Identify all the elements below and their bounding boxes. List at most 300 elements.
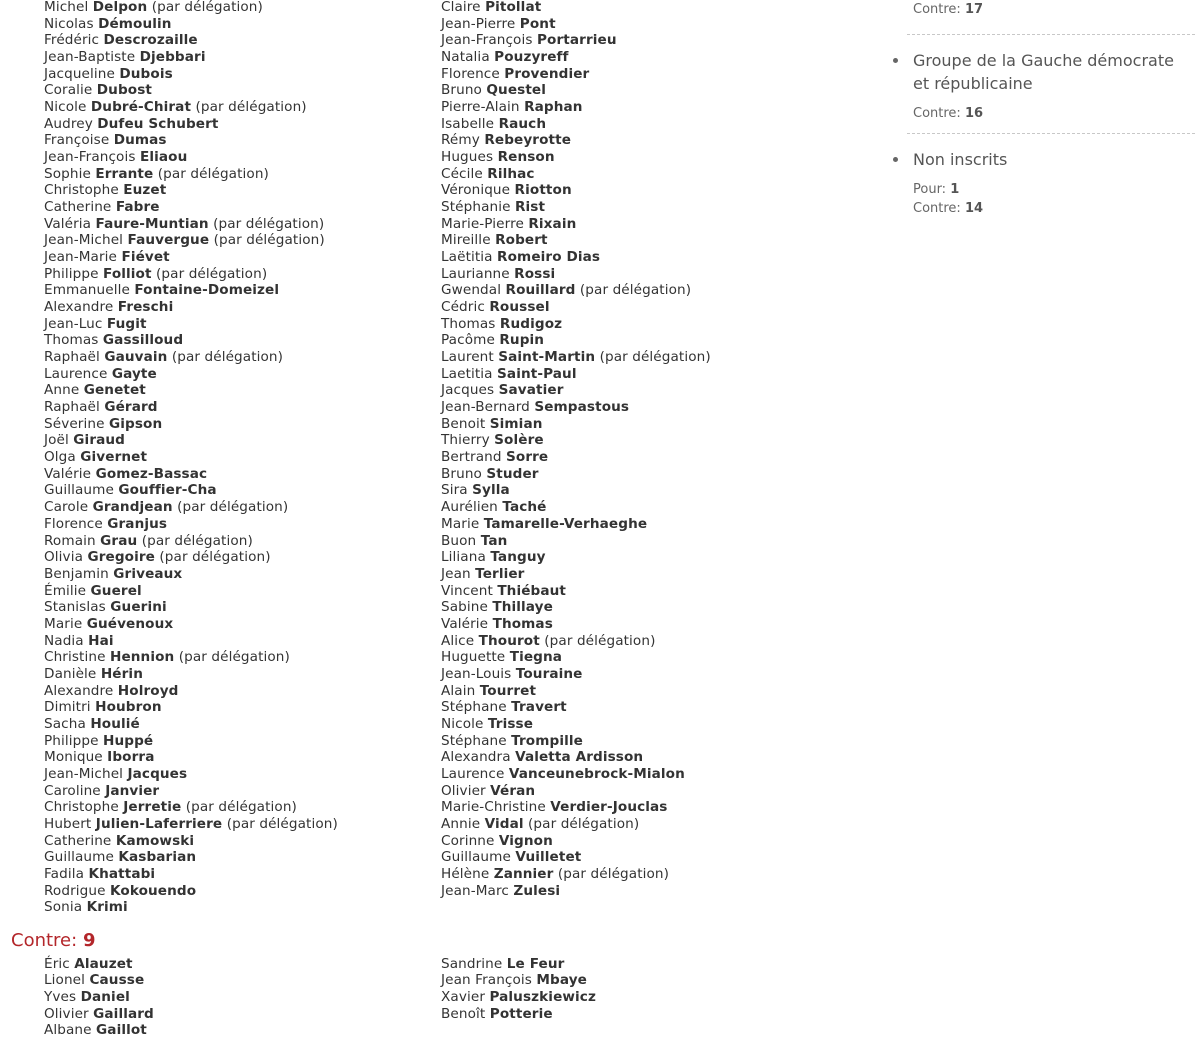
deputy-first-name: Thomas [441,315,496,332]
deputy-entry [441,182,711,199]
deputy-last-name: Folliot [103,265,152,282]
deputy-entry [441,66,711,83]
deputy-entry [441,499,711,516]
deputy-entry [441,416,711,433]
deputy-last-name: Tourret [479,682,537,699]
deputy-first-name: Emmanuelle [44,282,130,299]
deputy-first-name: Marie [441,515,480,532]
deputy-first-name: Olga [44,449,76,466]
deputy-first-name: Nicole [44,99,87,116]
deputy-first-name: Laurence [44,365,108,382]
deputy-entry [441,316,711,333]
deputy-entry [441,583,711,600]
deputy-last-name: Jacques [127,765,188,782]
deputy-last-name: Griveaux [113,565,183,582]
deputy-entry [441,989,596,1006]
deputy-entry [441,549,711,566]
deputy-entry [44,1022,154,1039]
deputy-last-name: Thiébaut [497,582,567,599]
deputy-last-name: Grau [100,532,138,549]
deputy-first-name: Laurent [441,349,494,366]
deputy-first-name: Florence [441,65,500,82]
deputy-first-name: Jean-Michel [44,765,124,782]
deputy-first-name: Bertrand [441,449,502,466]
deputy-last-name: Renson [497,149,555,166]
deputy-entry [441,266,711,283]
deputy-entry [441,699,711,716]
deputy-first-name: Valéria [44,215,92,232]
delegation-note: (par délégation) [156,265,268,282]
deputy-last-name: Alauzet [74,955,133,972]
deputy-first-name: Alice [441,632,475,649]
deputy-entry [441,199,711,216]
deputy-entry [44,32,338,49]
deputy-first-name: Michel [44,0,89,15]
group-non-inscrits[interactable]: Non inscrits [891,148,1191,171]
deputy-first-name: Rémy [441,132,480,149]
deputy-last-name: Zannier [493,865,554,882]
delegation-note: (par délégation) [195,99,307,116]
deputy-first-name: Stéphanie [441,199,511,216]
deputy-first-name: Catherine [44,832,112,849]
deputy-last-name: Daniel [80,988,130,1005]
deputy-first-name: Jean [441,565,471,582]
deputy-last-name: Eliaou [139,149,188,166]
deputy-entry [44,549,338,566]
delegation-note: (par délégation) [599,349,711,366]
delegation-note: (par délégation) [544,632,656,649]
deputy-entry [44,766,338,783]
deputy-last-name: Dufeu Schubert [97,115,219,132]
deputy-first-name: Sandrine [441,955,503,972]
deputy-entry [441,116,711,133]
group-summary-sidebar [891,0,1191,218]
deputy-last-name: Rouillard [505,282,576,299]
delegation-note: (par délégation) [185,799,297,816]
deputy-entry [44,683,338,700]
deputy-last-name: Gouffier-Cha [118,482,217,499]
deputy-entry [441,149,711,166]
deputy-last-name: Mbaye [536,972,587,989]
deputy-first-name: Sophie [44,165,91,182]
deputy-entry [441,766,711,783]
deputy-entry [441,833,711,850]
deputy-entry [44,516,338,533]
deputy-entry [44,116,338,133]
deputy-first-name: Xavier [441,988,486,1005]
deputy-first-name: Pierre-Alain [441,99,520,116]
deputy-last-name: Fabre [115,199,160,216]
deputy-first-name: Dimitri [44,699,91,716]
deputy-first-name: Fadila [44,865,85,882]
deputy-entry [441,332,711,349]
contre-list-column-1 [44,956,154,1039]
deputy-last-name: Zulesi [513,882,561,899]
deputy-entry [44,216,338,233]
deputy-first-name: Sacha [44,715,86,732]
deputy-last-name: Raphan [524,99,583,116]
deputy-entry [441,482,711,499]
deputy-last-name: Houbron [95,699,162,716]
deputy-first-name: Benoit [441,415,486,432]
deputy-entry [44,482,338,499]
deputy-last-name: Gauvain [104,349,168,366]
deputy-entry [441,599,711,616]
deputy-last-name: Le Feur [506,955,565,972]
deputy-entry [441,432,711,449]
deputy-entry [441,616,711,633]
deputy-last-name: Delpon [92,0,148,15]
deputy-entry [44,616,338,633]
deputy-last-name: Gipson [108,415,163,432]
deputy-last-name: Julien-Laferriere [95,815,223,832]
deputy-last-name: Krimi [86,899,128,916]
contre-heading [11,929,95,953]
deputy-first-name: Thierry [441,432,490,449]
deputy-entry [44,416,338,433]
deputy-last-name: Grandjean [92,499,173,516]
deputy-last-name: Saint-Paul [497,365,577,382]
deputy-entry [441,633,711,650]
deputy-entry [44,533,338,550]
deputy-last-name: Faure-Muntian [95,215,209,232]
deputy-last-name: Fiévet [121,249,170,266]
deputy-last-name: Dumas [113,132,167,149]
deputy-first-name: Hugues [441,149,494,166]
group-gdr[interactable]: Groupe de la Gauche démocrate et républicaine [891,49,1183,95]
deputy-entry [441,0,711,16]
deputy-last-name: Gérard [104,399,158,416]
deputy-first-name: Stéphane [441,699,507,716]
deputy-first-name: Monique [44,749,103,766]
deputy-entry [44,449,338,466]
deputy-last-name: Saint-Martin [498,349,596,366]
deputy-last-name: Sempastous [534,399,630,416]
deputy-first-name: Hélène [441,865,490,882]
previous-group-stat: Contre: 17 [913,2,984,17]
deputy-entry [441,866,711,883]
deputy-first-name: Jean-François [441,32,533,49]
deputy-entry [44,849,338,866]
deputy-first-name: Nicolas [44,15,94,32]
deputy-last-name: Trompille [511,732,583,749]
deputy-entry [441,666,711,683]
deputy-entry [44,1006,154,1023]
deputy-entry [441,349,711,366]
deputy-last-name: Genetet [83,382,146,399]
deputy-entry [44,316,338,333]
deputy-last-name: Guévenoux [86,615,174,632]
deputy-first-name: Catherine [44,199,112,216]
deputy-last-name: Thourot [478,632,540,649]
deputy-last-name: Terlier [475,565,525,582]
deputy-first-name: Caroline [44,782,101,799]
deputy-first-name: Jean-Baptiste [44,49,136,66]
deputy-first-name: Bruno [441,465,482,482]
deputy-first-name: Jacqueline [44,65,115,82]
deputy-last-name: Vignon [498,832,553,849]
deputy-last-name: Kokouendo [109,882,197,899]
deputy-entry [44,349,338,366]
deputy-first-name: Stanislas [44,599,106,616]
deputy-last-name: Fauvergue [127,232,210,249]
deputy-entry [441,849,711,866]
deputy-first-name: Isabelle [441,115,495,132]
deputy-first-name: Christophe [44,799,119,816]
deputy-last-name: Valetta Ardisson [515,749,644,766]
deputy-first-name: Jean-Pierre [441,15,516,32]
deputy-entry [44,366,338,383]
deputy-entry [441,799,711,816]
deputy-last-name: Janvier [105,782,160,799]
deputy-first-name: Jean-Marie [44,249,118,266]
deputy-last-name: Thillaye [492,599,553,616]
deputy-entry [44,866,338,883]
deputy-last-name: Rossi [514,265,556,282]
deputy-entry [44,883,338,900]
deputy-last-name: Sorre [506,449,549,466]
deputy-last-name: Causse [89,972,145,989]
deputy-first-name: Frédéric [44,32,100,49]
deputy-last-name: Tamarelle-Verhaeghe [483,515,648,532]
deputy-entry [44,249,338,266]
deputy-entry [44,956,154,973]
deputy-entry [441,883,711,900]
deputy-first-name: Laetitia [441,365,493,382]
deputy-last-name: Gomez-Bassac [95,465,208,482]
deputy-last-name: Taché [502,499,547,516]
deputy-entry [441,783,711,800]
deputy-first-name: Jean-Michel [44,232,124,249]
deputy-entry [44,666,338,683]
deputy-last-name: Pont [519,15,556,32]
delegation-note: (par délégation) [159,549,271,566]
deputy-entry [441,649,711,666]
deputy-first-name: Rodrigue [44,882,106,899]
deputy-first-name: Marie [44,615,83,632]
deputy-last-name: Fontaine-Domeizel [134,282,280,299]
deputy-last-name: Rebeyrotte [484,132,572,149]
deputy-first-name: Pacôme [441,332,495,349]
deputy-first-name: Raphaël [44,349,100,366]
deputy-last-name: Granjus [107,515,168,532]
deputy-entry [441,216,711,233]
deputy-first-name: Albane [44,1022,92,1039]
deputy-last-name: Verdier-Jouclas [550,799,668,816]
deputy-first-name: Émilie [44,582,87,599]
deputy-last-name: Paluszkiewicz [489,988,596,1005]
deputy-entry [441,566,711,583]
delegation-note: (par délégation) [528,815,640,832]
deputy-entry [441,533,711,550]
deputy-first-name: Philippe [44,265,99,282]
deputy-first-name: Anne [44,382,80,399]
group-non-inscrits-pour: Pour: 1 [913,182,960,197]
deputy-entry [44,599,338,616]
deputy-first-name: Valérie [441,615,489,632]
deputy-entry [441,49,711,66]
deputy-last-name: Provendier [504,65,590,82]
deputy-entry [44,166,338,183]
deputy-first-name: Nicole [441,715,484,732]
deputy-last-name: Khattabi [88,865,156,882]
deputy-first-name: Guillaume [44,482,114,499]
delegation-note: (par délégation) [226,815,338,832]
deputy-first-name: Alexandre [44,299,114,316]
deputy-first-name: Yves [44,988,77,1005]
deputy-entry [441,516,711,533]
deputy-first-name: Alexandre [44,682,114,699]
deputy-first-name: Corinne [441,832,495,849]
deputy-last-name: Rudigoz [499,315,563,332]
deputy-entry [44,699,338,716]
deputy-first-name: Jean-François [44,149,136,166]
separator [907,34,1195,35]
deputy-entry [441,232,711,249]
deputy-first-name: Alain [441,682,476,699]
deputy-entry [441,733,711,750]
deputy-entry [44,566,338,583]
deputy-entry [44,282,338,299]
group-gdr-contre: Contre: 16 [913,105,984,121]
deputy-last-name: Gassilloud [102,332,184,349]
deputy-first-name: Jean-Louis [441,665,512,682]
contre-count: 9 [82,930,96,951]
deputy-entry [44,899,338,916]
deputy-entry [44,989,154,1006]
deputy-last-name: Dubois [119,65,173,82]
deputy-first-name: Jean-Bernard [441,399,530,416]
deputy-entry [441,816,711,833]
deputy-first-name: Olivier [441,782,486,799]
deputy-entry [44,0,338,16]
deputy-last-name: Tan [480,532,508,549]
delegation-note: (par délégation) [177,499,289,516]
deputy-first-name: Christine [44,649,106,666]
deputy-entry [441,716,711,733]
deputy-entry [44,332,338,349]
deputy-first-name: Natalia [441,49,490,66]
deputy-entry [441,399,711,416]
deputy-entry [44,66,338,83]
deputy-last-name: Givernet [80,449,148,466]
deputy-last-name: Rupin [499,332,545,349]
deputy-entry [44,182,338,199]
deputy-first-name: Olivier [44,1005,89,1022]
deputy-entry [44,466,338,483]
deputy-entry [441,99,711,116]
deputy-first-name: Benoît [441,1005,486,1022]
pour-list-column-2 [441,0,711,899]
deputy-entry [441,366,711,383]
deputy-last-name: Rauch [498,115,547,132]
deputy-last-name: Gayte [111,365,157,382]
deputy-last-name: Vidal [484,815,524,832]
deputy-first-name: Raphaël [44,399,100,416]
deputy-first-name: Sabine [441,599,488,616]
deputy-entry [441,683,711,700]
deputy-last-name: Descrozaille [103,32,198,49]
deputy-first-name: Guillaume [44,849,114,866]
deputy-first-name: Laurianne [441,265,510,282]
deputy-first-name: Mireille [441,232,491,249]
deputy-entry [44,49,338,66]
deputy-first-name: Marie-Pierre [441,215,524,232]
deputy-entry [44,833,338,850]
deputy-entry [441,132,711,149]
group-non-inscrits-contre: Contre: 14 [913,200,984,216]
delegation-note: (par délégation) [178,649,290,666]
deputy-first-name: Benjamin [44,565,109,582]
deputy-entry [44,382,338,399]
deputy-first-name: Audrey [44,115,93,132]
deputy-last-name: Riotton [514,182,572,199]
deputy-entry [44,633,338,650]
deputy-first-name: Nadia [44,632,84,649]
deputy-entry [44,649,338,666]
deputy-last-name: Giraud [73,432,125,449]
deputy-first-name: Danièle [44,665,97,682]
deputy-first-name: Annie [441,815,481,832]
deputy-last-name: Robert [495,232,548,249]
deputy-first-name: Aurélien [441,499,498,516]
deputy-last-name: Démoulin [98,15,172,32]
deputy-first-name: Jean-Luc [44,315,103,332]
deputy-last-name: Euzet [123,182,167,199]
deputy-entry [44,399,338,416]
deputy-entry [44,299,338,316]
deputy-entry [441,249,711,266]
deputy-last-name: Romeiro Dias [497,249,601,266]
deputy-last-name: Guerini [110,599,167,616]
deputy-entry [441,449,711,466]
contre-label: Contre: [11,930,78,951]
deputy-first-name: Vincent [441,582,493,599]
delegation-note: (par délégation) [579,282,692,299]
deputy-first-name: Joël [44,432,69,449]
deputy-entry [44,232,338,249]
deputy-last-name: Travert [511,699,567,716]
deputy-last-name: Studer [486,465,539,482]
deputy-first-name: Romain [44,532,96,549]
deputy-last-name: Roussel [489,299,550,316]
deputy-last-name: Questel [486,82,547,99]
deputy-last-name: Gaillard [93,1005,154,1022]
deputy-first-name: Gwendal [441,282,502,299]
deputy-last-name: Hai [88,632,114,649]
deputy-entry [441,16,711,33]
deputy-first-name: Marie-Christine [441,799,546,816]
deputy-entry [441,299,711,316]
deputy-first-name: Alexandra [441,749,511,766]
deputy-entry [441,1006,596,1023]
deputy-last-name: Jerretie [123,799,182,816]
deputy-first-name: Françoise [44,132,110,149]
deputy-last-name: Simian [489,415,543,432]
deputy-first-name: Olivia [44,549,84,566]
deputy-last-name: Trisse [487,715,534,732]
deputy-entry [44,16,338,33]
deputy-last-name: Tanguy [490,549,546,566]
deputy-first-name: Cécile [441,165,483,182]
deputy-first-name: Séverine [44,415,105,432]
deputy-first-name: Thomas [44,332,99,349]
deputy-last-name: Houlié [90,715,140,732]
deputy-entry [44,132,338,149]
pour-list-column-1 [44,0,338,916]
deputy-entry [44,432,338,449]
deputy-entry [441,166,711,183]
